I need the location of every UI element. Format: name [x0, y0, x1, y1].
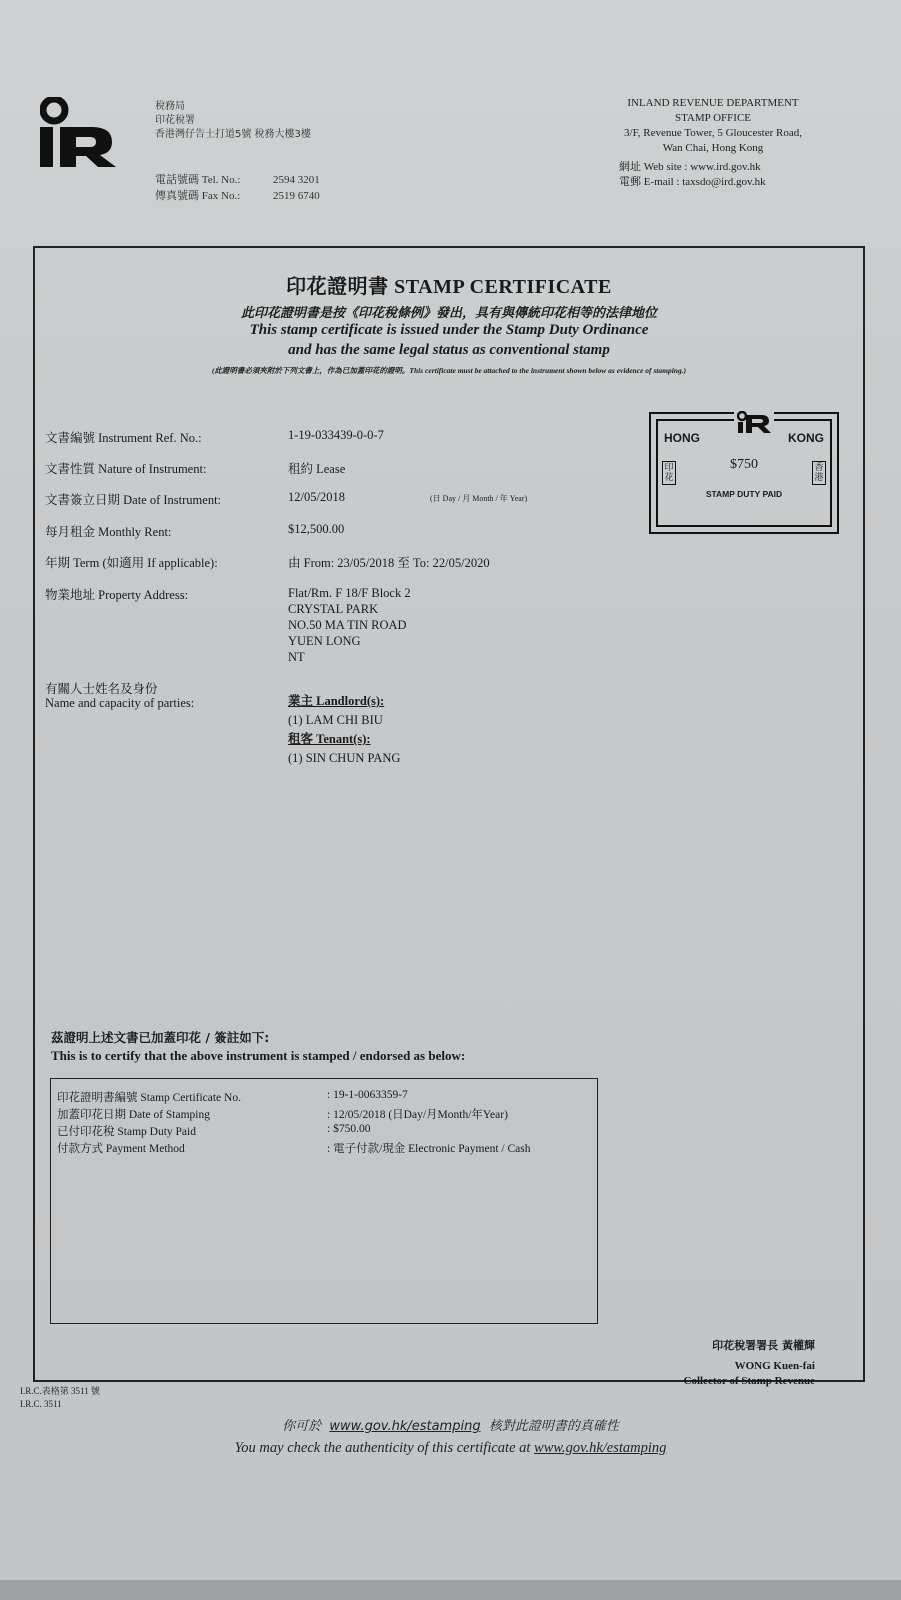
address-line: NT: [288, 650, 305, 664]
certificate-frame: [33, 246, 865, 1387]
parties-value: [288, 692, 400, 768]
certificate-title: 印花證明書 STAMP CERTIFICATE: [286, 276, 612, 298]
fax-number: 2519 6740: [273, 190, 320, 202]
duty-paid-value: : $750.00: [327, 1123, 371, 1135]
fax-label: 傳真號碼 Fax No.:: [155, 190, 241, 202]
tel-number: 2594 3201: [273, 174, 320, 186]
address-line: NO.50 MA TIN ROAD: [288, 618, 407, 632]
website-link[interactable]: 網址 Web site : www.ird.gov.hk: [619, 161, 761, 173]
landlord-heading: 業主 Landlord(s):: [288, 694, 385, 708]
header-address-cn: [155, 100, 311, 142]
verify-note-en: [0, 1440, 901, 1457]
signature-title: Collector of Stamp Revenue: [683, 1375, 815, 1387]
stamp-hong: HONG: [664, 431, 700, 445]
stamp-amount: $750: [730, 457, 758, 472]
rent-label: 每月租金 Monthly Rent:: [45, 525, 172, 539]
address-value: [288, 585, 411, 665]
signature-cn: 印花稅署署長 黃權輝: [712, 1339, 815, 1352]
field-parties: [35, 682, 635, 772]
stamping-date-value: : 12/05/2018 (日Day/月Month/年Year): [327, 1109, 508, 1121]
header-cn-line: 印花稅署: [155, 115, 195, 126]
parties-label-cn: 有關人士姓名及身份: [45, 682, 158, 696]
verify-note-cn: [0, 1415, 901, 1434]
payment-method-value: : 電子付款/現金 Electronic Payment / Cash: [327, 1143, 531, 1155]
ird-logo-icon: [40, 97, 118, 174]
certify-statement-cn: 茲證明上述文書已加蓋印花 / 簽註如下:: [51, 1030, 270, 1045]
nature-value: 租約 Lease: [288, 462, 346, 476]
header-en-line: 3/F, Revenue Tower, 5 Gloucester Road,: [624, 127, 802, 139]
stamp-ir-logo-icon: [734, 411, 774, 438]
subtitle-cn: 此印花證明書是按《印花稅條例》發出，具有與傳統印花相等的法律地位: [240, 306, 657, 321]
header-cn-line: 稅務局: [155, 101, 185, 112]
parties-label: [45, 682, 194, 710]
verify-cn-pre: 你可於: [282, 1419, 322, 1434]
tenant-heading: 租客 Tenant(s):: [288, 732, 371, 746]
cert-no-label: 印花證明書編號 Stamp Certificate No.: [57, 1092, 241, 1104]
date-format-hint: (日 Day / 月 Month / 年 Year): [430, 494, 528, 503]
duty-paid-label: 已付印花稅 Stamp Duty Paid: [57, 1126, 196, 1138]
subtitle-en-1: This stamp certificate is issued under the Stamp Duty Ordinance: [249, 322, 649, 338]
verify-en-url-link[interactable]: www.gov.hk/estamping: [534, 1440, 667, 1456]
address-line: CRYSTAL PARK: [288, 602, 379, 616]
collector-signature: [684, 1338, 815, 1389]
date-label: 文書簽立日期 Date of Instrument:: [45, 493, 222, 507]
date-value: 12/05/2018: [288, 490, 345, 504]
header-cn-line: 香港灣仔告士打道5號 稅務大樓3樓: [155, 129, 311, 140]
form-number: [20, 1385, 100, 1411]
ref-value: 1-19-033439-0-0-7: [288, 428, 384, 442]
stamping-details-box: [50, 1078, 598, 1324]
stamp-side-left: 印花: [662, 461, 676, 485]
form-number-en: I.R.C. 3511: [20, 1399, 62, 1409]
tel-label: 電話號碼 Tel. No.:: [155, 174, 241, 186]
term-label: 年期 Term (如適用 If applicable):: [45, 556, 218, 570]
cert-no-value: : 19-1-0063359-7: [327, 1089, 408, 1101]
rent-value: $12,500.00: [288, 522, 345, 536]
ref-label: 文書編號 Instrument Ref. No.:: [45, 431, 202, 445]
certify-statement-en: This is to certify that the above instrument is stamped / endorsed as below:: [51, 1048, 466, 1063]
desk-edge: [0, 1580, 901, 1600]
header-en-line: STAMP OFFICE: [674, 112, 752, 124]
address-line: YUEN LONG: [288, 634, 361, 648]
attachment-note: (此證明書必須夾附於下列文書上，作為已加蓋印花的證明。This certificate must be attached to the instrument shown below as evidence of stamping.): [211, 366, 687, 375]
signature-name: WONG Kuen-fai: [734, 1360, 815, 1372]
header-address-en: [583, 96, 843, 190]
tenant-name: (1) SIN CHUN PANG: [288, 751, 401, 765]
payment-method-label: 付款方式 Payment Method: [57, 1143, 185, 1155]
stamp-paid-text: STAMP DUTY PAID: [705, 489, 783, 499]
nature-label: 文書性質 Nature of Instrument:: [45, 462, 207, 476]
stamp-kong: KONG: [788, 431, 824, 445]
header-en-line: Wan Chai, Hong Kong: [662, 142, 764, 154]
term-value: 由 From: 23/05/2018 至 To: 22/05/2020: [288, 556, 490, 570]
parties-label-en: Name and capacity of parties:: [45, 696, 195, 710]
header-en-line: INLAND REVENUE DEPARTMENT: [627, 97, 799, 109]
verify-cn-post: 核對此證明書的真確性: [488, 1419, 619, 1434]
verify-en-pre: You may check the authenticity of this certificate at: [234, 1440, 531, 1456]
email-link[interactable]: 電郵 E-mail : taxsdo@ird.gov.hk: [619, 176, 766, 188]
address-label: 物業地址 Property Address:: [45, 588, 189, 602]
stamp-duty-paid-stamp: [649, 412, 839, 534]
stamp-side-right: 香港: [812, 461, 826, 485]
form-number-cn: I.R.C.表格第 3511 號: [20, 1386, 100, 1396]
field-address: [35, 585, 635, 675]
stamping-date-label: 加蓋印花日期 Date of Stamping: [57, 1109, 210, 1121]
verify-url-link[interactable]: www.gov.hk/estamping: [329, 1419, 481, 1434]
header-contact: [155, 172, 320, 204]
address-line: Flat/Rm. F 18/F Block 2: [288, 586, 411, 600]
subtitle-en-2: and has the same legal status as conventional stamp: [288, 342, 610, 358]
landlord-name: (1) LAM CHI BIU: [288, 713, 383, 727]
